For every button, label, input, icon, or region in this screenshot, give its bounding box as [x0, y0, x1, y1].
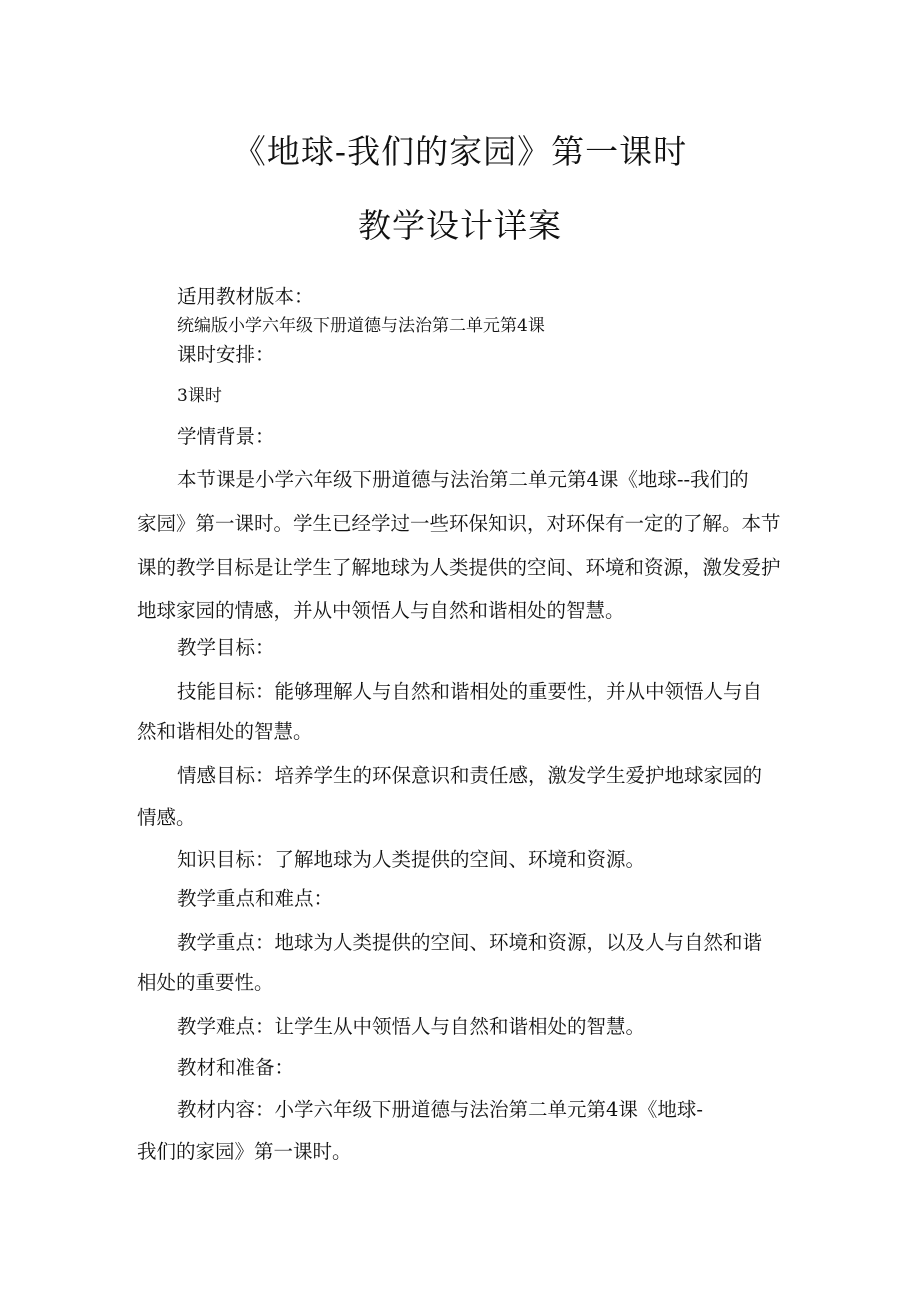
materials-label: 教材和准备： — [177, 1056, 295, 1079]
difficulty-line: 教学难点：让学生从中领悟人与自然和谐相处的智慧。 — [177, 1015, 646, 1038]
skill-goal-line: 技能目标：能够理解人与自然和谐相处的重要性，并从中领悟人与自 — [177, 680, 763, 703]
textbook-label: 适用教材版本： — [177, 285, 314, 308]
background-line: 课的教学目标是让学生了解地球为人类提供的空间、环境和资源，激发爱护 — [137, 556, 781, 579]
background-label: 学情背景： — [177, 425, 275, 448]
goals-label: 教学目标： — [177, 636, 275, 659]
emotion-goal-line: 情感。 — [137, 806, 196, 829]
schedule-label: 课时安排： — [177, 343, 275, 366]
keypoint-line: 教学重点：地球为人类提供的空间、环境和资源，以及人与自然和谐 — [177, 931, 763, 954]
emotion-goal-line: 情感目标：培养学生的环保意识和责任感，激发学生爱护地球家园的 — [177, 764, 763, 787]
materials-line: 教材内容：小学六年级下册道德与法治第二单元第4课《地球- — [177, 1098, 703, 1121]
keypoint-line: 相处的重要性。 — [137, 971, 274, 994]
skill-goal-line: 然和谐相处的智慧。 — [137, 720, 313, 743]
textbook-value: 统编版小学六年级下册道德与法治第二单元第4课 — [177, 316, 545, 336]
knowledge-goal: 知识目标：了解地球为人类提供的空间、环境和资源。 — [177, 848, 646, 871]
background-line: 地球家园的情感，并从中领悟人与自然和谐相处的智慧。 — [137, 599, 625, 622]
keypoints-label: 教学重点和难点： — [177, 887, 334, 910]
background-line: 本节课是小学六年级下册道德与法治第二单元第4课《地球--我们的 — [177, 468, 749, 491]
schedule-value: 3课时 — [177, 386, 222, 406]
materials-line: 我们的家园》第一课时。 — [137, 1140, 352, 1163]
doc-subtitle: 教学设计详案 — [358, 206, 562, 245]
doc-title: 《地球-我们的家园》第一课时 — [232, 132, 688, 171]
background-line: 家园》第一课时。学生已经学过一些环保知识，对环保有一定的了解。本节 — [137, 512, 781, 535]
